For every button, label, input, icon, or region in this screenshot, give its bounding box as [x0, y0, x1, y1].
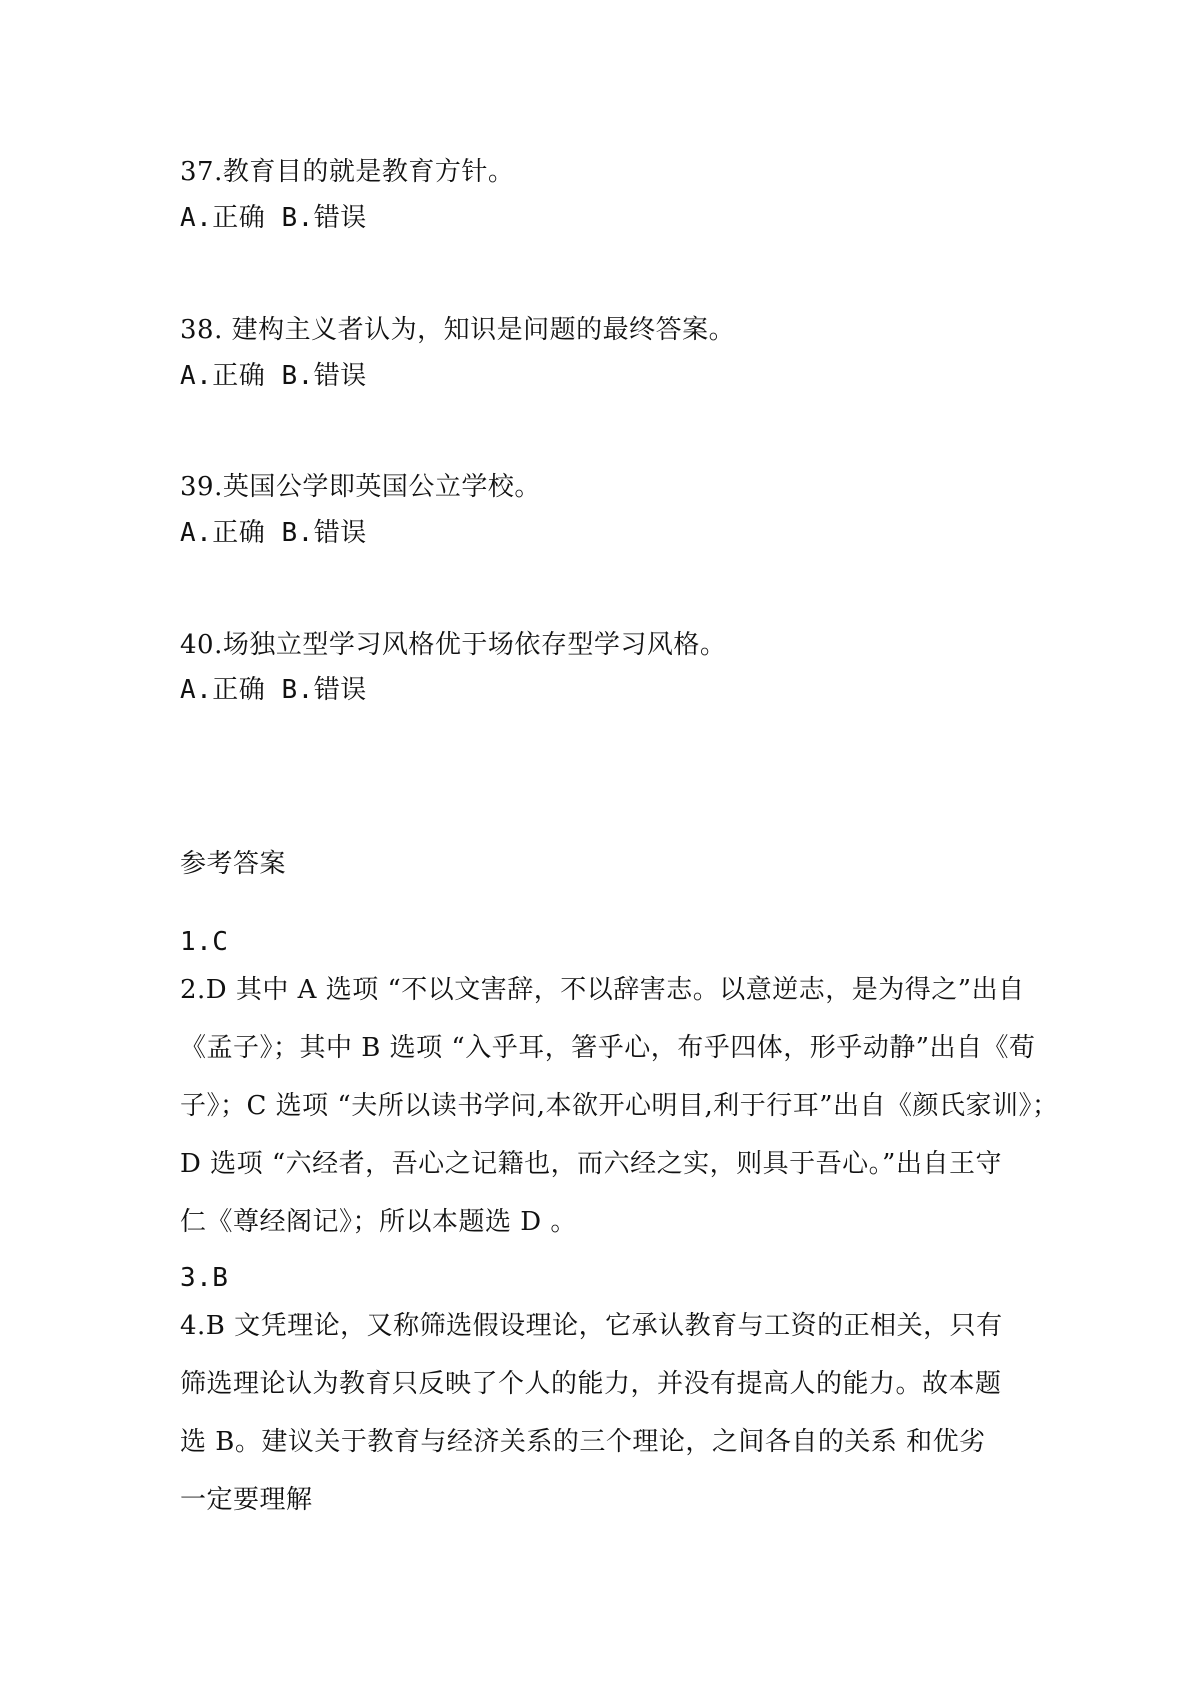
- answer-line: 《孟子》；其中 B 选项 “入乎耳，箸乎心，布乎四体，形乎动静”出自《荀: [180, 1033, 1036, 1063]
- answer-line: 4.B 文凭理论，又称筛选假设理论，它承认教育与工资的正相关，只有: [180, 1311, 1003, 1341]
- answer-line: 2.D 其中 A 选项 “不以文害辞，不以辞害志。以意逆志，是为得之”出自: [180, 975, 1025, 1005]
- answer-line: 一定要理解: [180, 1485, 313, 1515]
- question-39-options: A.正确 B.错误: [180, 518, 367, 548]
- answers-heading: 参考答案: [180, 849, 287, 879]
- answer-line: 仁《尊经阁记》；所以本题选 D 。: [180, 1207, 577, 1237]
- question-38-options: A.正确 B.错误: [180, 361, 367, 391]
- answer-line: 3.B: [180, 1263, 229, 1293]
- question-40-options: A.正确 B.错误: [180, 675, 367, 705]
- question-37-stem: 37.教育目的就是教育方针。: [180, 157, 515, 187]
- answer-line: 1.C: [180, 927, 229, 957]
- question-39-stem: 39.英国公学即英国公立学校。: [180, 472, 541, 502]
- answer-line: D 选项 “六经者，吾心之记籍也，而六经之实，则具于吾心。”出自王守: [180, 1149, 1002, 1179]
- question-40-stem: 40.场独立型学习风格优于场依存型学习风格。: [180, 630, 727, 660]
- answer-line: 选 B。建议关于教育与经济关系的三个理论，之间各自的关系 和优劣: [180, 1427, 986, 1457]
- answer-line: 筛选理论认为教育只反映了个人的能力，并没有提高人的能力。故本题: [180, 1369, 1002, 1399]
- question-38-stem: 38. 建构主义者认为，知识是问题的最终答案。: [180, 315, 736, 345]
- question-37-options: A.正确 B.错误: [180, 203, 367, 233]
- answer-line: 子》；C 选项 “夫所以读书学问,本欲开心明目,利于行耳”出自《颜氏家训》；: [180, 1091, 1059, 1121]
